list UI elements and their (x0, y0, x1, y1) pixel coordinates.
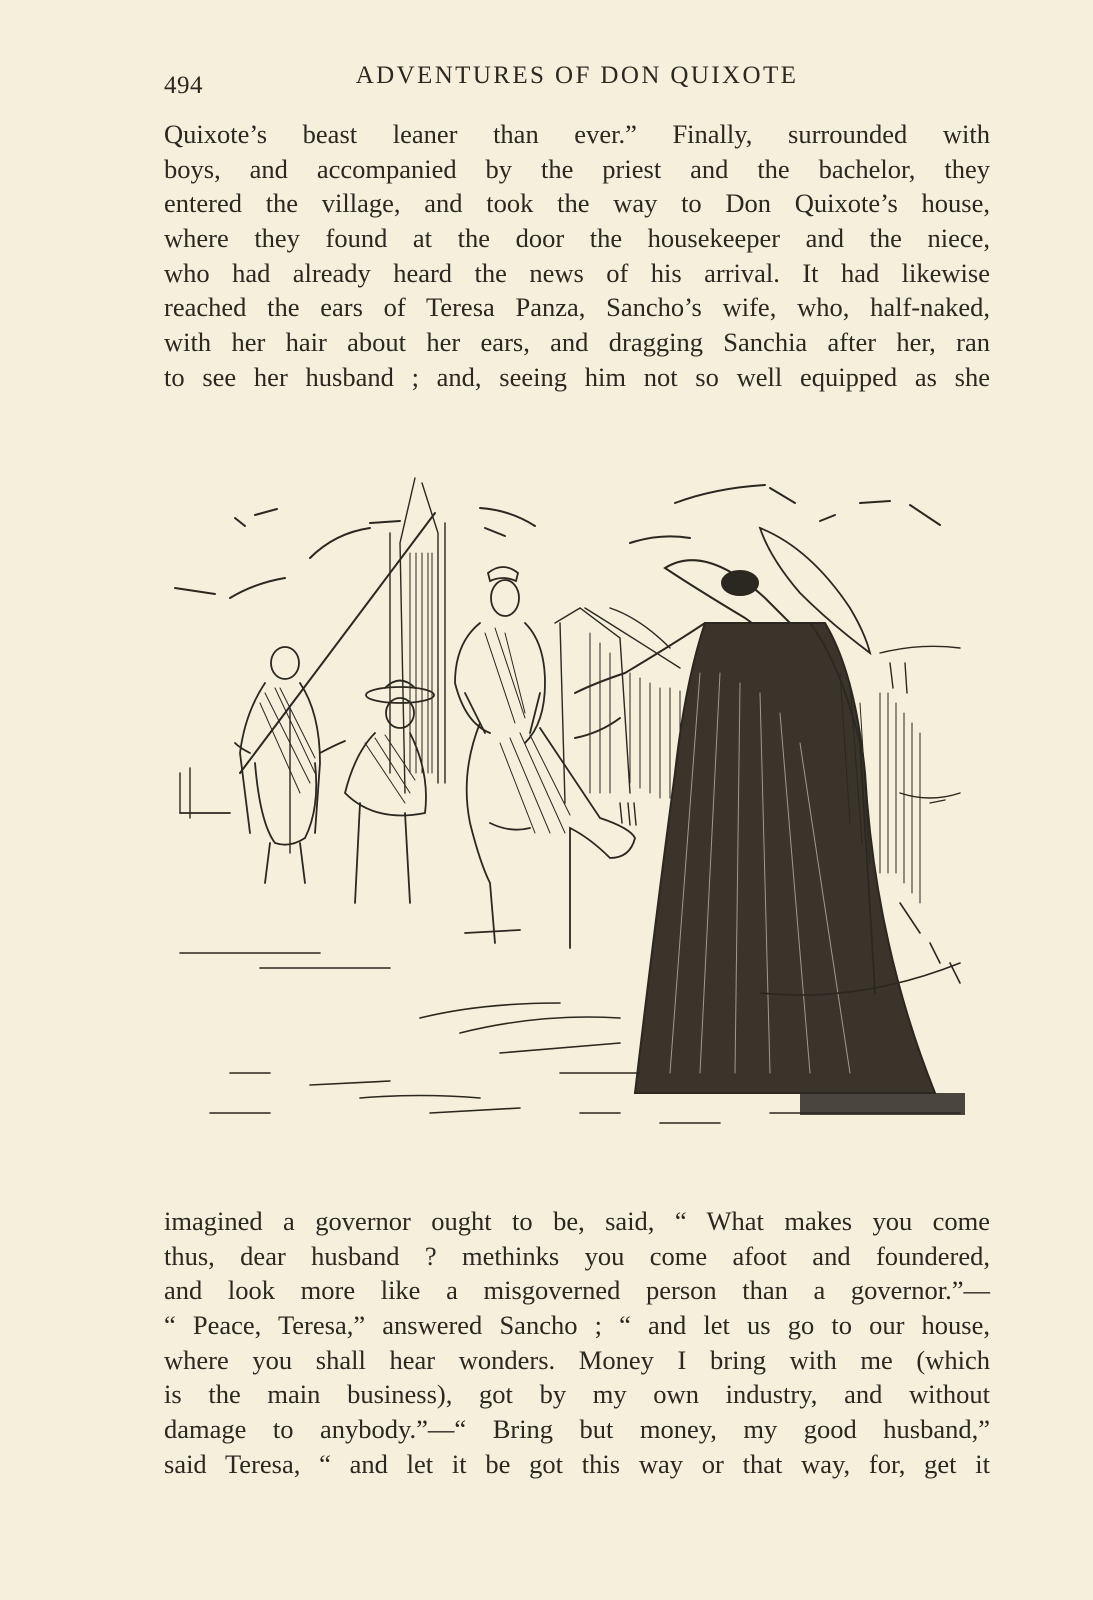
teresa-figure (575, 560, 935, 1093)
text-block-bottom (164, 1204, 990, 1482)
text-line: who had already heard the news of his arrival. It had likewise (164, 257, 990, 288)
text-line: thus, dear husband ? methinks you come afoot and foundered, (164, 1240, 990, 1271)
text-line: where they found at the door the housekeeper and the niece, (164, 223, 990, 254)
text-block-top (164, 117, 990, 395)
illustration-base (800, 1093, 965, 1115)
engraving-illustration (160, 473, 990, 1143)
text-line: boys, and accompanied by the priest and the bachelor, they (164, 153, 990, 184)
text-line: entered the village, and took the way to Don Quixote’s house, (164, 188, 990, 219)
lance (240, 513, 435, 773)
text-line: reached the ears of Teresa Panza, Sancho’s wife, who, half-naked, (164, 292, 990, 323)
text-line: where you shall hear wonders. Money I bring with me (which (164, 1344, 990, 1375)
text-line: with her hair about her ears, and dragging Sanchia after her, ran (164, 327, 990, 358)
running-head: ADVENTURES OF DON QUIXOTE (355, 62, 799, 89)
page-header (164, 62, 990, 102)
sky-strokes (175, 485, 940, 598)
sancho-figure (455, 567, 545, 743)
text-line: and look more like a misgoverned person than a governor.”— (164, 1275, 990, 1306)
text-line: damage to anybody.”—“ Bring but money, my good husband,” (164, 1414, 990, 1445)
page-number: 494 (164, 72, 203, 99)
text-line: imagined a governor ought to be, said, “ What makes you come (164, 1206, 990, 1236)
text-line: “ Peace, Teresa,” answered Sancho ; “ and let us go to our house, (164, 1310, 990, 1341)
text-line: to see her husband ; and, seeing him not so well equipped as she (164, 361, 990, 392)
text-line: said Teresa, “ and let it be got this way or that way, for, get it (164, 1448, 990, 1479)
text-line: is the main business), got by my own industry, and without (164, 1379, 990, 1410)
text-line: Quixote’s beast leaner than ever.” Finally, surrounded with (164, 119, 990, 149)
rider-left (240, 647, 320, 833)
